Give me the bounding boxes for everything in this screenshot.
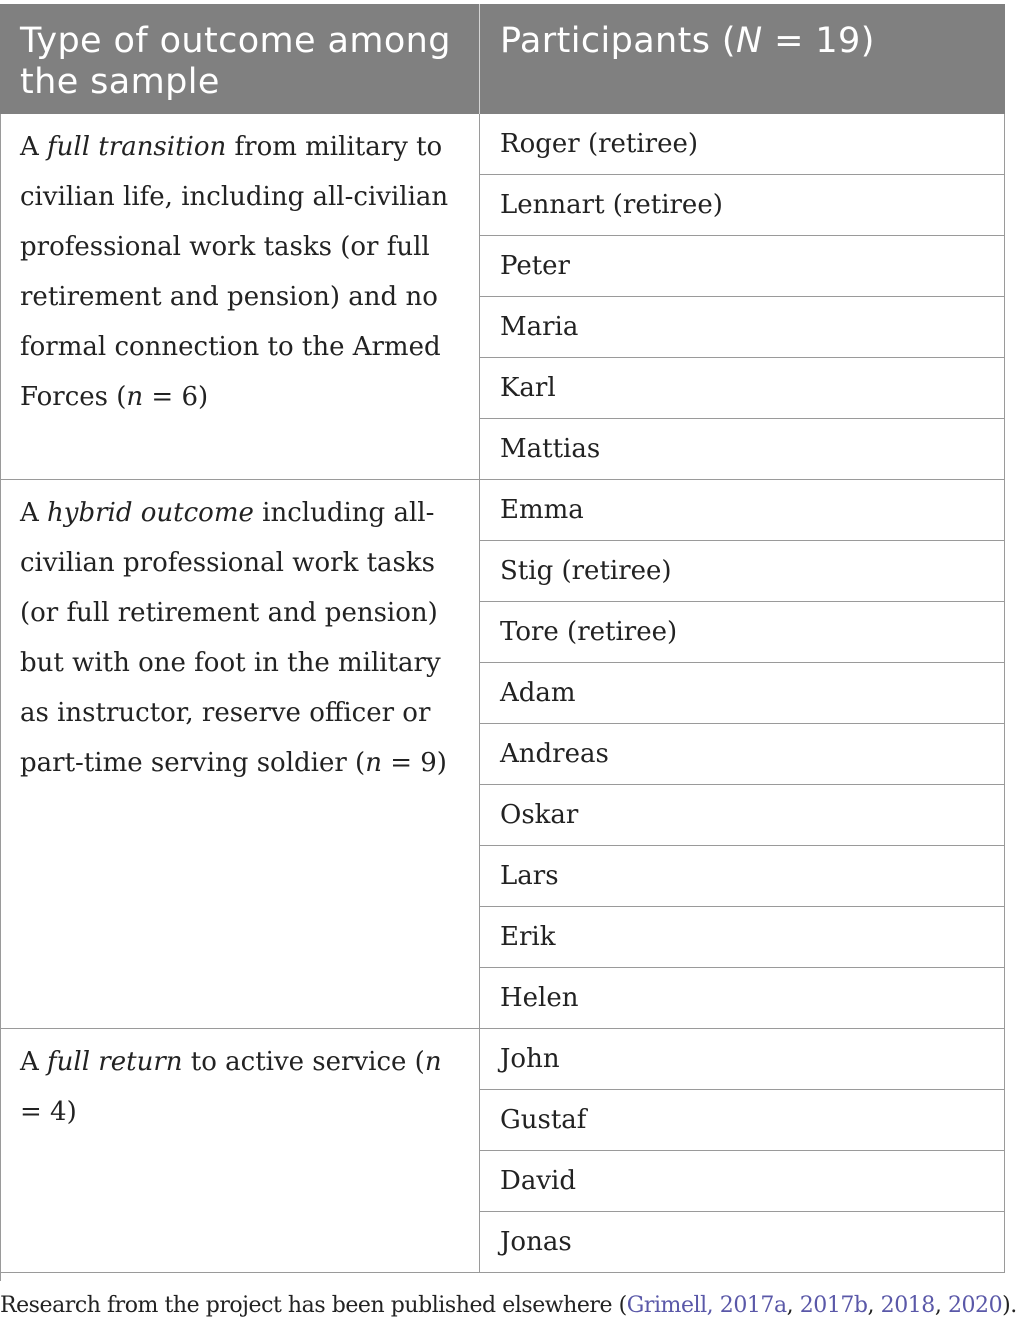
table-footnote: Research from the project has been published elsewhere (Grimell, 2017a, 2017b, 2018, 2020).	[0, 1293, 1017, 1318]
participant-name-cell: John	[480, 1029, 1005, 1090]
outcome-description: A full return to active service (n = 4)	[20, 1047, 442, 1127]
participant-name-cell: Mattias	[480, 419, 1005, 480]
participant-name-cell: Gustaf	[480, 1090, 1005, 1151]
participant-name-cell: Peter	[480, 236, 1005, 297]
participant-name-cell: Andreas	[480, 724, 1005, 785]
participant-name-cell: Karl	[480, 358, 1005, 419]
citation-link[interactable]: 2018	[880, 1293, 935, 1318]
citation-link[interactable]: 2017b	[799, 1293, 868, 1318]
participant-name-cell: Lennart (retiree)	[480, 175, 1005, 236]
header-participants	[480, 4, 1005, 114]
outcome-type-cell	[0, 114, 480, 480]
outcome-description: A hybrid outcome including all-civilian professional work tasks (or full retirement and pension) but with one foot in the military as instructor, reserve officer or part-time serving soldier (n = 9)	[20, 498, 447, 778]
participant-name-cell: Maria	[480, 297, 1005, 358]
participant-name-cell: Erik	[480, 907, 1005, 968]
participant-name-cell: David	[480, 1151, 1005, 1212]
citation-link[interactable]: Grimell, 2017a	[626, 1293, 787, 1318]
participant-name-cell: Stig (retiree)	[480, 541, 1005, 602]
outcome-description: A full transition from military to civilian life, including all-civilian professional work tasks (or full retirement and pension) and no formal connection to the Armed Forces (n = 6)	[20, 132, 449, 412]
participant-name-cell: Helen	[480, 968, 1005, 1029]
participant-name-cell: Roger (retiree)	[480, 114, 1005, 175]
participant-name-cell: Adam	[480, 663, 1005, 724]
participant-name-cell: Lars	[480, 846, 1005, 907]
header-participants-label: Participants (N = 19)	[500, 21, 875, 61]
table-header-row	[0, 4, 1005, 114]
participant-name-cell: Oskar	[480, 785, 1005, 846]
table-row	[0, 114, 1005, 175]
header-outcome-type	[0, 4, 480, 114]
table-row	[0, 1029, 1005, 1090]
participant-name-cell: Tore (retiree)	[480, 602, 1005, 663]
participants-table	[0, 4, 1005, 1273]
participant-name-cell: Emma	[480, 480, 1005, 541]
participant-name-cell: Jonas	[480, 1212, 1005, 1273]
outcome-type-cell	[0, 1029, 480, 1273]
header-outcome-type-label: Type of outcome among the sample	[20, 21, 451, 102]
citation-link[interactable]: 2020	[947, 1293, 1003, 1318]
outcome-type-cell	[0, 480, 480, 1029]
table-row	[0, 480, 1005, 541]
